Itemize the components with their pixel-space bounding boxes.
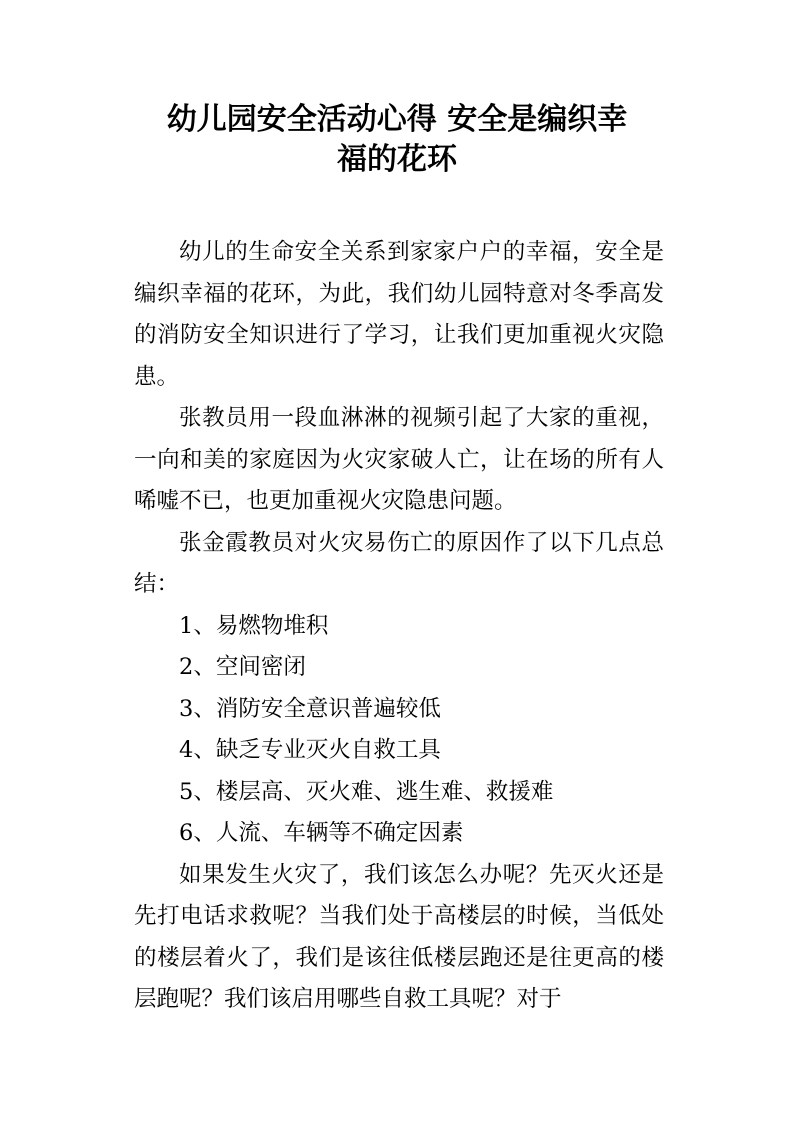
title-line-2: 福的花环 <box>337 142 457 177</box>
document-body <box>134 232 664 1021</box>
list-item: 1、易燃物堆积 <box>179 612 329 639</box>
paragraph: 幼儿的生命安全关系到家家户户的幸福，安全是编织幸福的花环，为此，我们幼儿园特意对冬季高发的消防安全知识进行了学习，让我们更加重视火灾隐患。 <box>134 239 664 390</box>
paragraph: 张金霞教员对火灾易伤亡的原因作了以下几点总结： <box>134 529 664 597</box>
paragraph: 张教员用一段血淋淋的视频引起了大家的重视，一向和美的家庭因为火灾家破人亡，让在场的所有人唏嘘不已，也更加重视火灾隐患问题。 <box>134 405 664 514</box>
list-item: 4、缺乏专业灭火自救工具 <box>179 737 441 763</box>
title-line-1: 幼儿园安全活动心得 安全是编织幸 <box>166 102 628 137</box>
list-item: 5、楼层高、灭火难、逃生难、救援难 <box>179 778 554 805</box>
document-title <box>130 100 664 180</box>
list-item: 6、人流、车辆等不确定因素 <box>179 820 464 846</box>
list-item: 2、空间密闭 <box>179 654 306 680</box>
list-item: 3、消防安全意识普遍较低 <box>179 695 441 722</box>
paragraph: 如果发生火灾了，我们该怎么办呢？先灭火还是先打电话求救呢？当我们处于高楼层的时候，当低处的楼层着火了，我们是该往低楼层跑还是往更高的楼层跑呢？我们该启用哪些自救工具呢？对于 <box>134 861 664 1012</box>
